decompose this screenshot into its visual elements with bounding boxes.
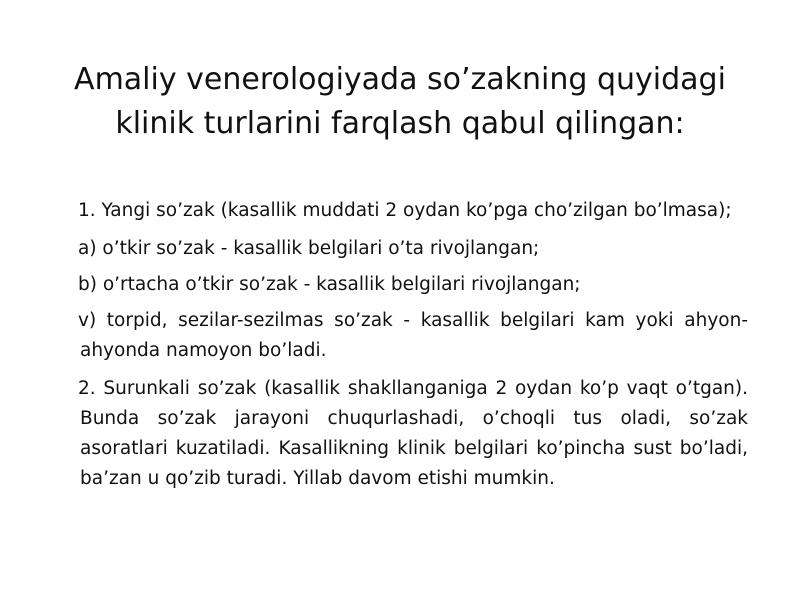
list-item-a: a) o’tkir so’zak - kasallik belgilari o’ta rivojlangan; <box>78 238 540 259</box>
slide-title: Amaliy venerologiyada so’zakning quyidagi klinik turlarini farqlash qabul qilingan: <box>74 62 726 141</box>
list-item-v: v) torpid, sezilar-sezilmas so’zak - kasallik belgilari kam yoki ahyon-ahyonda namoyon bo’ladi. <box>78 310 748 361</box>
list-item-b: b) o’rtacha o’tkir so’zak - kasallik belgilari rivojlangan; <box>78 274 581 295</box>
list-item-1: 1. Yangi so’zak (kasallik muddati 2 oydan ko’pga cho’zilgan bo’lmasa); <box>78 200 732 221</box>
body-list <box>68 196 748 502</box>
list-item-2: 2. Surunkali so’zak (kasallik shakllanganiga 2 oydan ko’p vaqt o’tgan). Bunda so’zak jarayoni chuqurlashadi, o’choqli tus oladi, so’zak asoratlari kuzatiladi. Kasallikning klinik belgilari ko’pincha sust bo’ladi, ba’zan u qo’zib turadi. Yillab davom etishi mumkin. <box>78 378 748 489</box>
